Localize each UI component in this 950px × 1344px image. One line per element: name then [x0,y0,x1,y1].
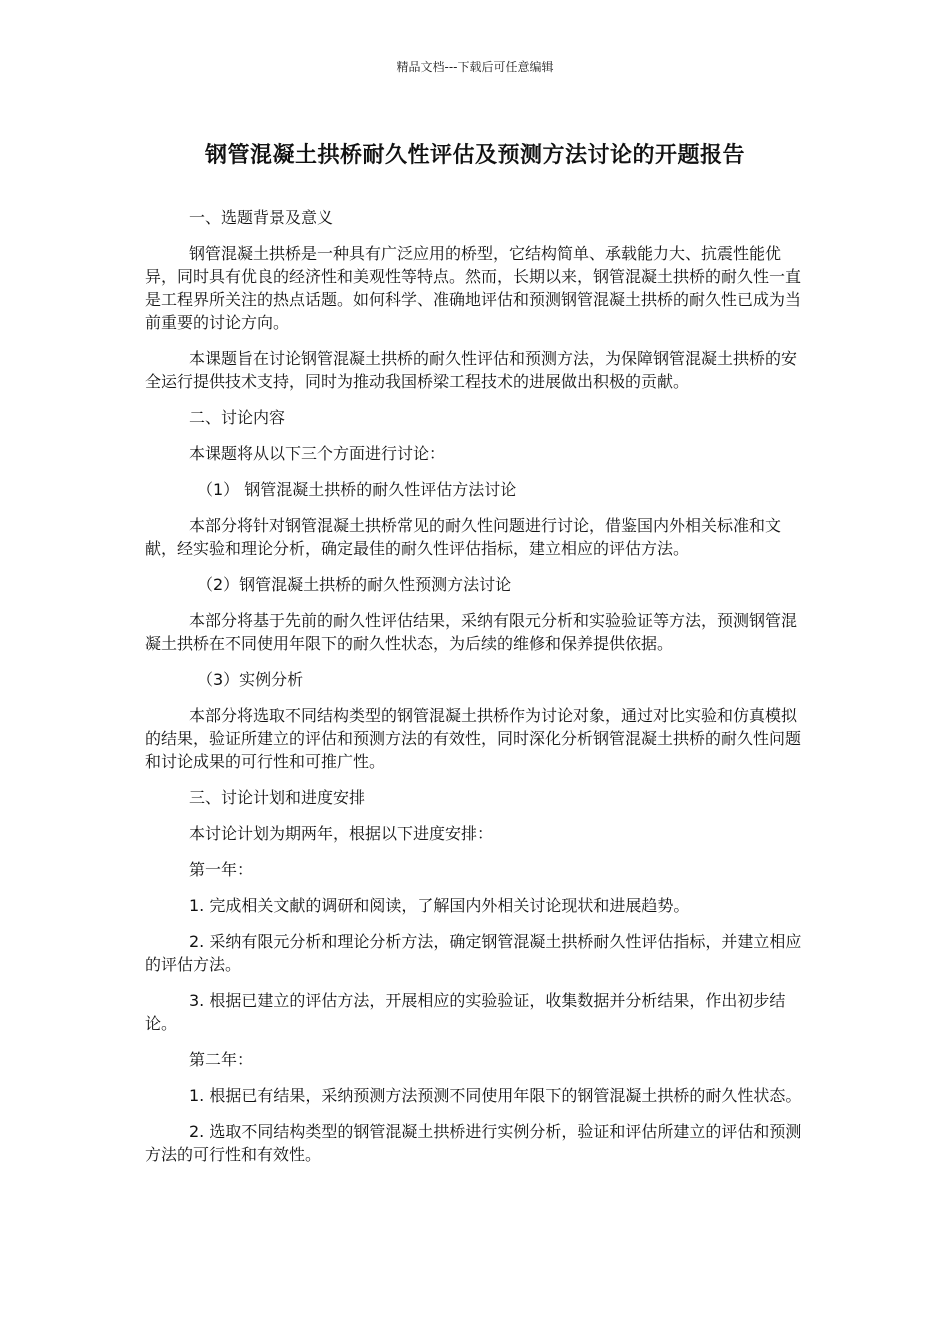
plan-item: 1. 完成相关文献的调研和阅读，了解国内外相关讨论现状和进展趋势。 [189,896,690,915]
subsection-heading-2: （2）钢管混凝土拱桥的耐久性预测方法讨论 [197,575,512,594]
paragraph: 本讨论计划为期两年，根据以下进度安排： [189,824,494,843]
plan-item: 2. 选取不同结构类型的钢管混凝土拱桥进行实例分析，验证和评估所建立的评估和预测方法的可行性和有效性。 [145,1122,802,1164]
plan-item: 1. 根据已有结果，采纳预测方法预测不同使用年限下的钢管混凝土拱桥的耐久性状态。 [189,1086,802,1105]
paragraph: 本部分将针对钢管混凝土拱桥常见的耐久性问题进行讨论，借鉴国内外相关标准和文献，经实验和理论分析，确定最佳的耐久性评估指标，建立相应的评估方法。 [145,516,782,558]
document-title: 钢管混凝土拱桥耐久性评估及预测方法讨论的开题报告 [204,143,745,168]
paragraph: 本课题将从以下三个方面进行讨论： [189,444,446,463]
plan-item: 2. 采纳有限元分析和理论分析方法，确定钢管混凝土拱桥耐久性评估指标，并建立相应的评估方法。 [145,932,802,974]
document-body [145,206,805,1179]
subsection-heading-3: （3）实例分析 [197,670,304,689]
section-heading-1: 一、选题背景及意义 [189,208,334,227]
plan-year-label: 第二年： [189,1050,254,1069]
paragraph: 本部分将基于先前的耐久性评估结果，采纳有限元分析和实验验证等方法，预测钢管混凝土拱桥在不同使用年限下的耐久性状态，为后续的维修和保养提供依据。 [145,611,798,653]
paragraph: 本部分将选取不同结构类型的钢管混凝土拱桥作为讨论对象，通过对比实验和仿真模拟的结果，验证所建立的评估和预测方法的有效性，同时深化分析钢管混凝土拱桥的耐久性问题和讨论成果的可行性和可推广性。 [145,706,802,771]
paragraph: 钢管混凝土拱桥是一种具有广泛应用的桥型，它结构简单、承载能力大、抗震性能优异，同时具有优良的经济性和美观性等特点。然而，长期以来，钢管混凝土拱桥的耐久性一直是工程界所关注的热点话题。如何科学、准确地评估和预测钢管混凝土拱桥的耐久性已成为当前重要的讨论方向。 [145,244,802,332]
section-heading-3: 三、讨论计划和进度安排 [189,788,366,807]
plan-item: 3. 根据已建立的评估方法，开展相应的实验验证，收集数据并分析结果，作出初步结论。 [145,991,786,1033]
paragraph: 本课题旨在讨论钢管混凝土拱桥的耐久性评估和预测方法，为保障钢管混凝土拱桥的安全运行提供技术支持，同时为推动我国桥梁工程技术的进展做出积极的贡献。 [145,349,798,391]
plan-year-label: 第一年： [189,860,254,879]
section-heading-2: 二、讨论内容 [189,408,286,427]
subsection-heading-1: （1） 钢管混凝土拱桥的耐久性评估方法讨论 [197,480,517,499]
header-note: 精品文档---下载后可任意编辑 [396,60,554,74]
